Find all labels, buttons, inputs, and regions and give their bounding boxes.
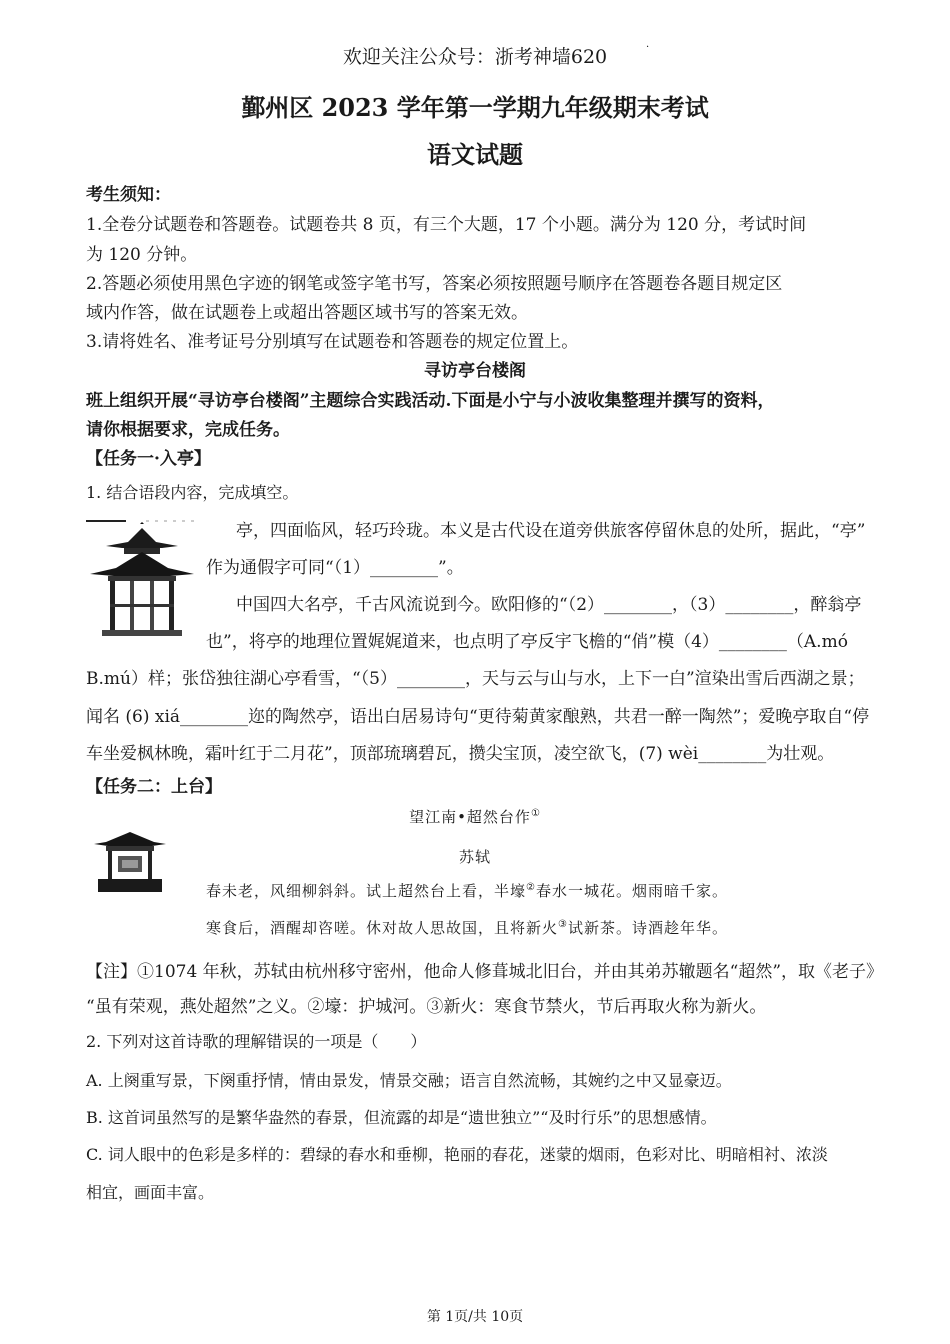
task2-question: 2. 下列对这首诗歌的理解错误的一项是（ ） — [86, 1032, 427, 1051]
option-c: C. 词人眼中的色彩是多样的：碧绿的春水和垂柳，艳丽的春花，迷蒙的烟雨，色彩对比、明暗相衬、浓淡 — [86, 1145, 828, 1164]
notice-line: 为 120 分钟。 — [86, 245, 198, 265]
notice-line: 3.请将姓名、准考证号分别填写在试题卷和答题卷的规定位置上。 — [86, 332, 579, 352]
section-title: 寻访亭台楼阁 — [424, 361, 526, 381]
exam-subtitle: 语文试题 — [427, 140, 523, 169]
poem-line: 春未老，风细柳斜斜。试上超然台上看，半壕②春水一城花。烟雨暗千家。 — [206, 882, 728, 900]
poem-title: 望江南•超然台作① — [409, 808, 541, 826]
option-a: A. 上阕重写景，下阕重抒情，情由景发，情景交融；语言自然流畅，其婉约之中又显豪迈。 — [86, 1071, 732, 1090]
section-intro: 请你根据要求，完成任务。 — [86, 420, 290, 440]
notice-line: 1.全卷分试题卷和答题卷。试题卷共 8 页，有三个大题，17 个小题。满分为 120 分，考试时间 — [86, 215, 807, 235]
exam-title: 鄞州区 2023 学年第一学期九年级期末考试 — [241, 93, 709, 122]
task1-heading: 【任务一·入亭】 — [86, 449, 211, 469]
option-b: B. 这首词虽然写的是繁华盎然的春景，但流露的却是“遗世独立”“及时行乐”的思想感情。 — [86, 1108, 717, 1127]
pavilion-icon — [86, 518, 198, 636]
task1-para-line: B.mú）样；张岱独往湖心亭看雪，“（5）________，天与云与山与水，上下一白”渲染出雪后西湖之景； — [86, 669, 865, 689]
task2-heading: 【任务二：上台】 — [86, 777, 222, 797]
poem-note-line: 【注】①1074 年秋，苏轼由杭州移守密州，他命人修葺城北旧台，并由其弟苏辙题名“超然”，取《老子》 — [86, 962, 884, 982]
stray-mark: · — [646, 42, 650, 53]
task1-para-line: 亭，四面临风，轻巧玲珑。本义是古代设在道旁供旅客停留休息的处所，据此，“亭” — [236, 521, 866, 541]
task1-para-line: 也”，将亭的地理位置娓娓道来，也点明了亭反宇飞檐的“俏”模（4）________（A.mó — [206, 632, 848, 652]
task1-para-line: 作为通假字可同“（1）________”。 — [206, 558, 464, 578]
task1-para-line: 中国四大名亭，千古风流说到今。欧阳修的“（2）________，（3）________，醉翁亭 — [236, 595, 862, 615]
notice-heading: 考生须知： — [86, 185, 171, 205]
page-number: 第 1页/共 10页 — [426, 1309, 524, 1325]
watermark-header: 欢迎关注公众号：浙考神墙620 — [342, 46, 608, 68]
notice-line: 2.答题必须使用黑色字迹的钢笔或签字笔书写，答案必须按照题号顺序在答题卷各题目规定区 — [86, 274, 783, 294]
task1-question: 1. 结合语段内容，完成填空。 — [86, 483, 299, 502]
poem-line: 寒食后，酒醒却咨嗟。休对故人思故国，且将新火③试新茶。诗酒趁年华。 — [206, 919, 728, 937]
section-intro: 班上组织开展“寻访亭台楼阁”主题综合实践活动.下面是小宁与小波收集整理并撰写的资料， — [86, 391, 775, 411]
option-c-cont: 相宜，画面丰富。 — [86, 1183, 215, 1202]
task1-para-line: 车坐爱枫林晚，霜叶红于二月花”，顶部琉璃碧瓦，攒尖宝顶，凌空欲飞，(7) wèi________为壮观。 — [86, 744, 835, 764]
task1-para-line: 闻名 (6) xiá________迩的陶然亭，语出白居易诗句“更待菊黄家酿熟，共君一醉一陶然”；爱晚亭取自“停 — [86, 707, 870, 727]
notice-line: 域内作答，做在试题卷上或超出答题区域书写的答案无效。 — [86, 303, 528, 323]
poem-note-line: “虽有荣观，燕处超然”之义。②壕：护城河。③新火：寒食节禁火，节后再取火称为新火。 — [86, 997, 767, 1017]
poem-author: 苏轼 — [458, 848, 491, 866]
